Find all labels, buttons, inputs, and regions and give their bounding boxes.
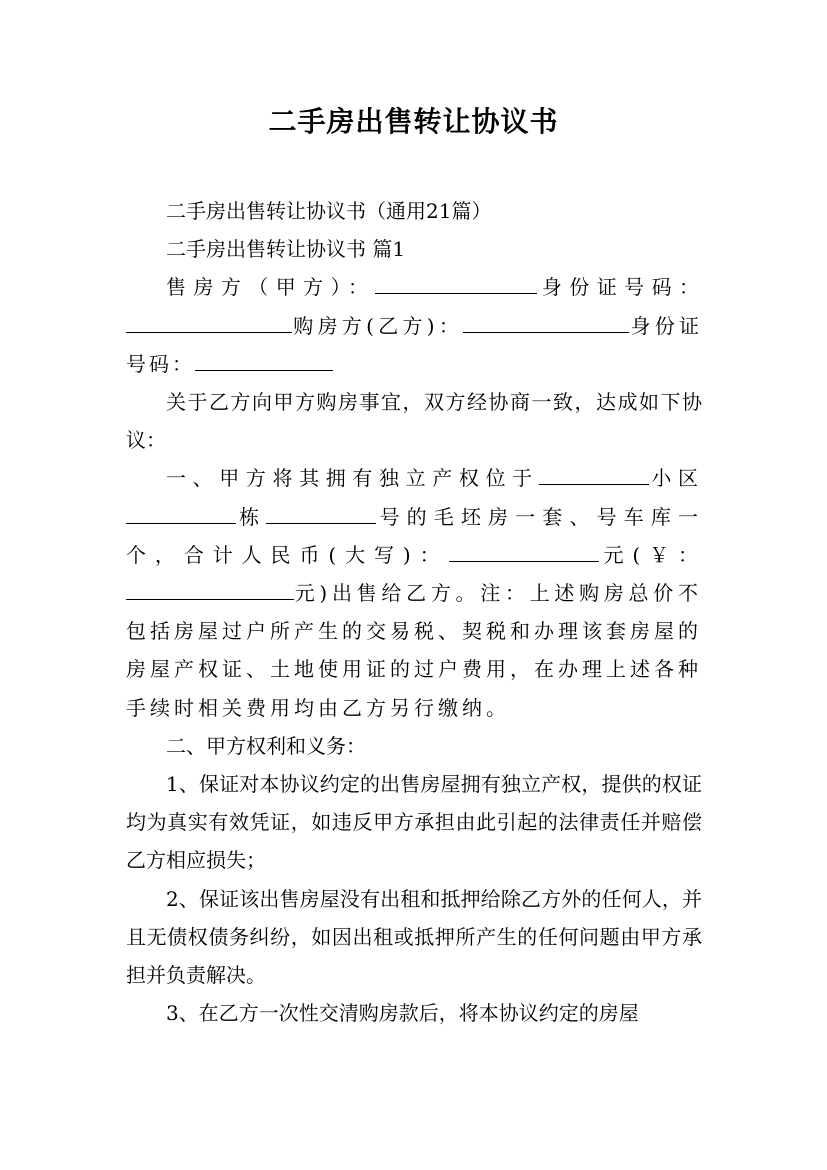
section-heading: 二手房出售转让协议书 篇1 (166, 237, 406, 262)
document-title: 二手房出售转让协议书 (268, 105, 559, 138)
clause-1-text-d: 号的毛坯房一套、号车库一个，合计人民币(大写)： (126, 504, 703, 567)
price-words-blank[interactable] (449, 539, 599, 562)
document-body (126, 192, 702, 1032)
section-2-item-2: 2、保证该出售房屋没有出租和抵押给除乙方外的任何人，并且无债权债务纠纷，如因出租或抵押所产生的任何问题由甲方承担并负责解决。 (126, 886, 702, 988)
parties-paragraph (126, 268, 702, 383)
unit-blank[interactable] (266, 501, 376, 524)
clause-1-text-a: 一、甲方将其拥有独立产权位于 (166, 466, 539, 491)
community-blank[interactable] (539, 462, 649, 485)
section-2-heading: 二、甲方权利和义务： (166, 733, 366, 758)
intro-paragraph: 关于乙方向甲方购房事宜，双方经协商一致，达成如下协议： (126, 390, 702, 453)
seller-id-label: 身份证号码： (537, 275, 703, 300)
clause-1-text-e: 元(￥： (598, 542, 702, 567)
buyer-label: 购房方(乙方)： (292, 313, 464, 338)
seller-label: 售房方（甲方）： (166, 275, 376, 300)
section-2-item-3: 3、在乙方一次性交清购房款后，将本协议约定的房屋 (166, 1001, 639, 1026)
seller-id-blank[interactable] (126, 310, 292, 333)
building-blank[interactable] (126, 501, 236, 524)
price-number-blank[interactable] (126, 577, 294, 600)
clause-1-text-f: 元)出售给乙方。注：上述购房总价不包括房屋过户所产生的交易税、契税和办理该套房屋的房屋产权证、土地使用证的过户费用，在办理上述各种手续时相关费用均由乙方另行缴纳。 (126, 581, 702, 720)
subtitle-line: 二手房出售转让协议书（通用21篇） (166, 199, 492, 223)
buyer-id-label-b: 码： (149, 351, 195, 376)
seller-name-blank[interactable] (375, 271, 537, 294)
clause-1-text-c: 栋 (236, 504, 267, 529)
clause-1-paragraph (126, 459, 702, 726)
buyer-id-label-a: 身份证号 (126, 313, 703, 376)
section-2-item-1: 1、保证对本协议约定的出售房屋拥有独立产权，提供的权证均为真实有效凭证，如违反甲方承担由此引起的法律责任并赔偿乙方相应损失； (126, 772, 702, 873)
buyer-id-blank[interactable] (195, 348, 333, 371)
clause-1-text-b: 小区 (648, 466, 702, 491)
buyer-name-blank[interactable] (463, 310, 629, 333)
